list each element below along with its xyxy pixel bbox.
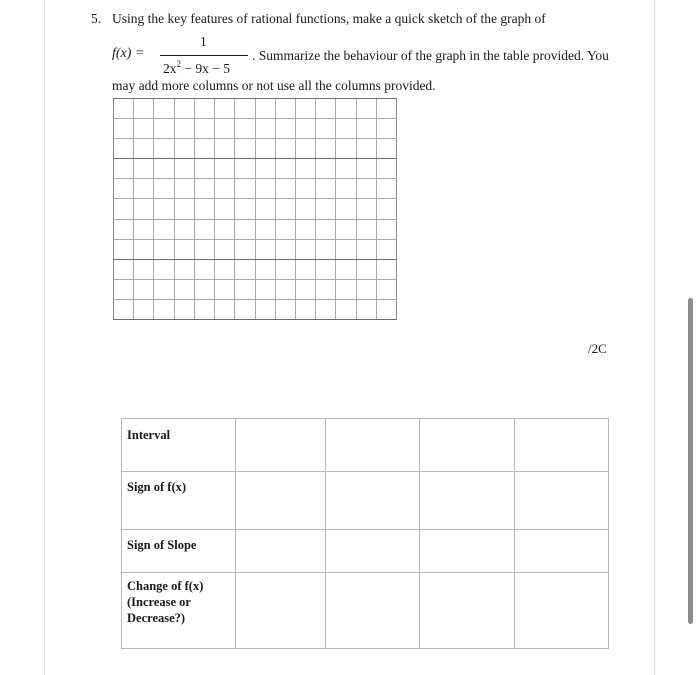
question-line-3: may add more columns or not use all the columns provided. xyxy=(112,78,436,93)
question-line-1: Using the key features of rational functions, make a quick sketch of the graph of xyxy=(112,11,546,26)
table-cell[interactable] xyxy=(515,419,609,472)
fraction-numerator: 1 xyxy=(200,34,207,49)
row-header-sign-fx: Sign of f(x) xyxy=(122,472,236,530)
graph-grid-svg[interactable] xyxy=(113,98,397,320)
denominator-exponent: 2 xyxy=(176,59,181,69)
table-cell[interactable] xyxy=(236,573,326,649)
function-label xyxy=(112,46,144,62)
scrollbar-thumb[interactable] xyxy=(688,298,693,624)
row-header-interval: Interval xyxy=(122,419,236,472)
page-right-edge xyxy=(654,0,655,675)
question-line-2: . Summarize the behaviour of the graph in the table provided. You xyxy=(252,48,609,63)
table-row-interval xyxy=(122,419,609,472)
row-header-change-fx xyxy=(122,573,236,649)
table-cell[interactable] xyxy=(420,573,515,649)
table-cell[interactable] xyxy=(326,573,420,649)
graph-grid[interactable] xyxy=(113,98,397,320)
row-header-line: (Increase or xyxy=(127,595,191,609)
table-cell[interactable] xyxy=(420,530,515,573)
question-number: 5. xyxy=(91,11,102,26)
table-cell[interactable] xyxy=(236,530,326,573)
marks-label: /2C xyxy=(588,341,607,356)
fraction-denominator xyxy=(163,59,230,77)
page-left-edge xyxy=(44,0,45,675)
table-cell[interactable] xyxy=(515,530,609,573)
denominator-term-a: 2x xyxy=(163,61,177,76)
denominator-term-b: − 9x − 5 xyxy=(181,61,230,76)
fraction-bar xyxy=(160,55,248,56)
table-row-change-fx xyxy=(122,573,609,649)
table-cell[interactable] xyxy=(326,472,420,530)
table-cell[interactable] xyxy=(420,419,515,472)
table-row-sign-fx xyxy=(122,472,609,530)
table-cell[interactable] xyxy=(420,472,515,530)
table-cell[interactable] xyxy=(515,573,609,649)
row-header-line: Decrease?) xyxy=(127,611,186,625)
row-header-line: Change of f(x) xyxy=(127,579,204,593)
summary-table xyxy=(121,418,609,649)
table-row-sign-slope xyxy=(122,530,609,573)
row-header-sign-slope: Sign of Slope xyxy=(122,530,236,573)
table-cell[interactable] xyxy=(326,530,420,573)
table-cell[interactable] xyxy=(236,419,326,472)
table-cell[interactable] xyxy=(236,472,326,530)
table-cell[interactable] xyxy=(515,472,609,530)
table-cell[interactable] xyxy=(326,419,420,472)
function-label-text: f(x) = xyxy=(112,46,145,61)
